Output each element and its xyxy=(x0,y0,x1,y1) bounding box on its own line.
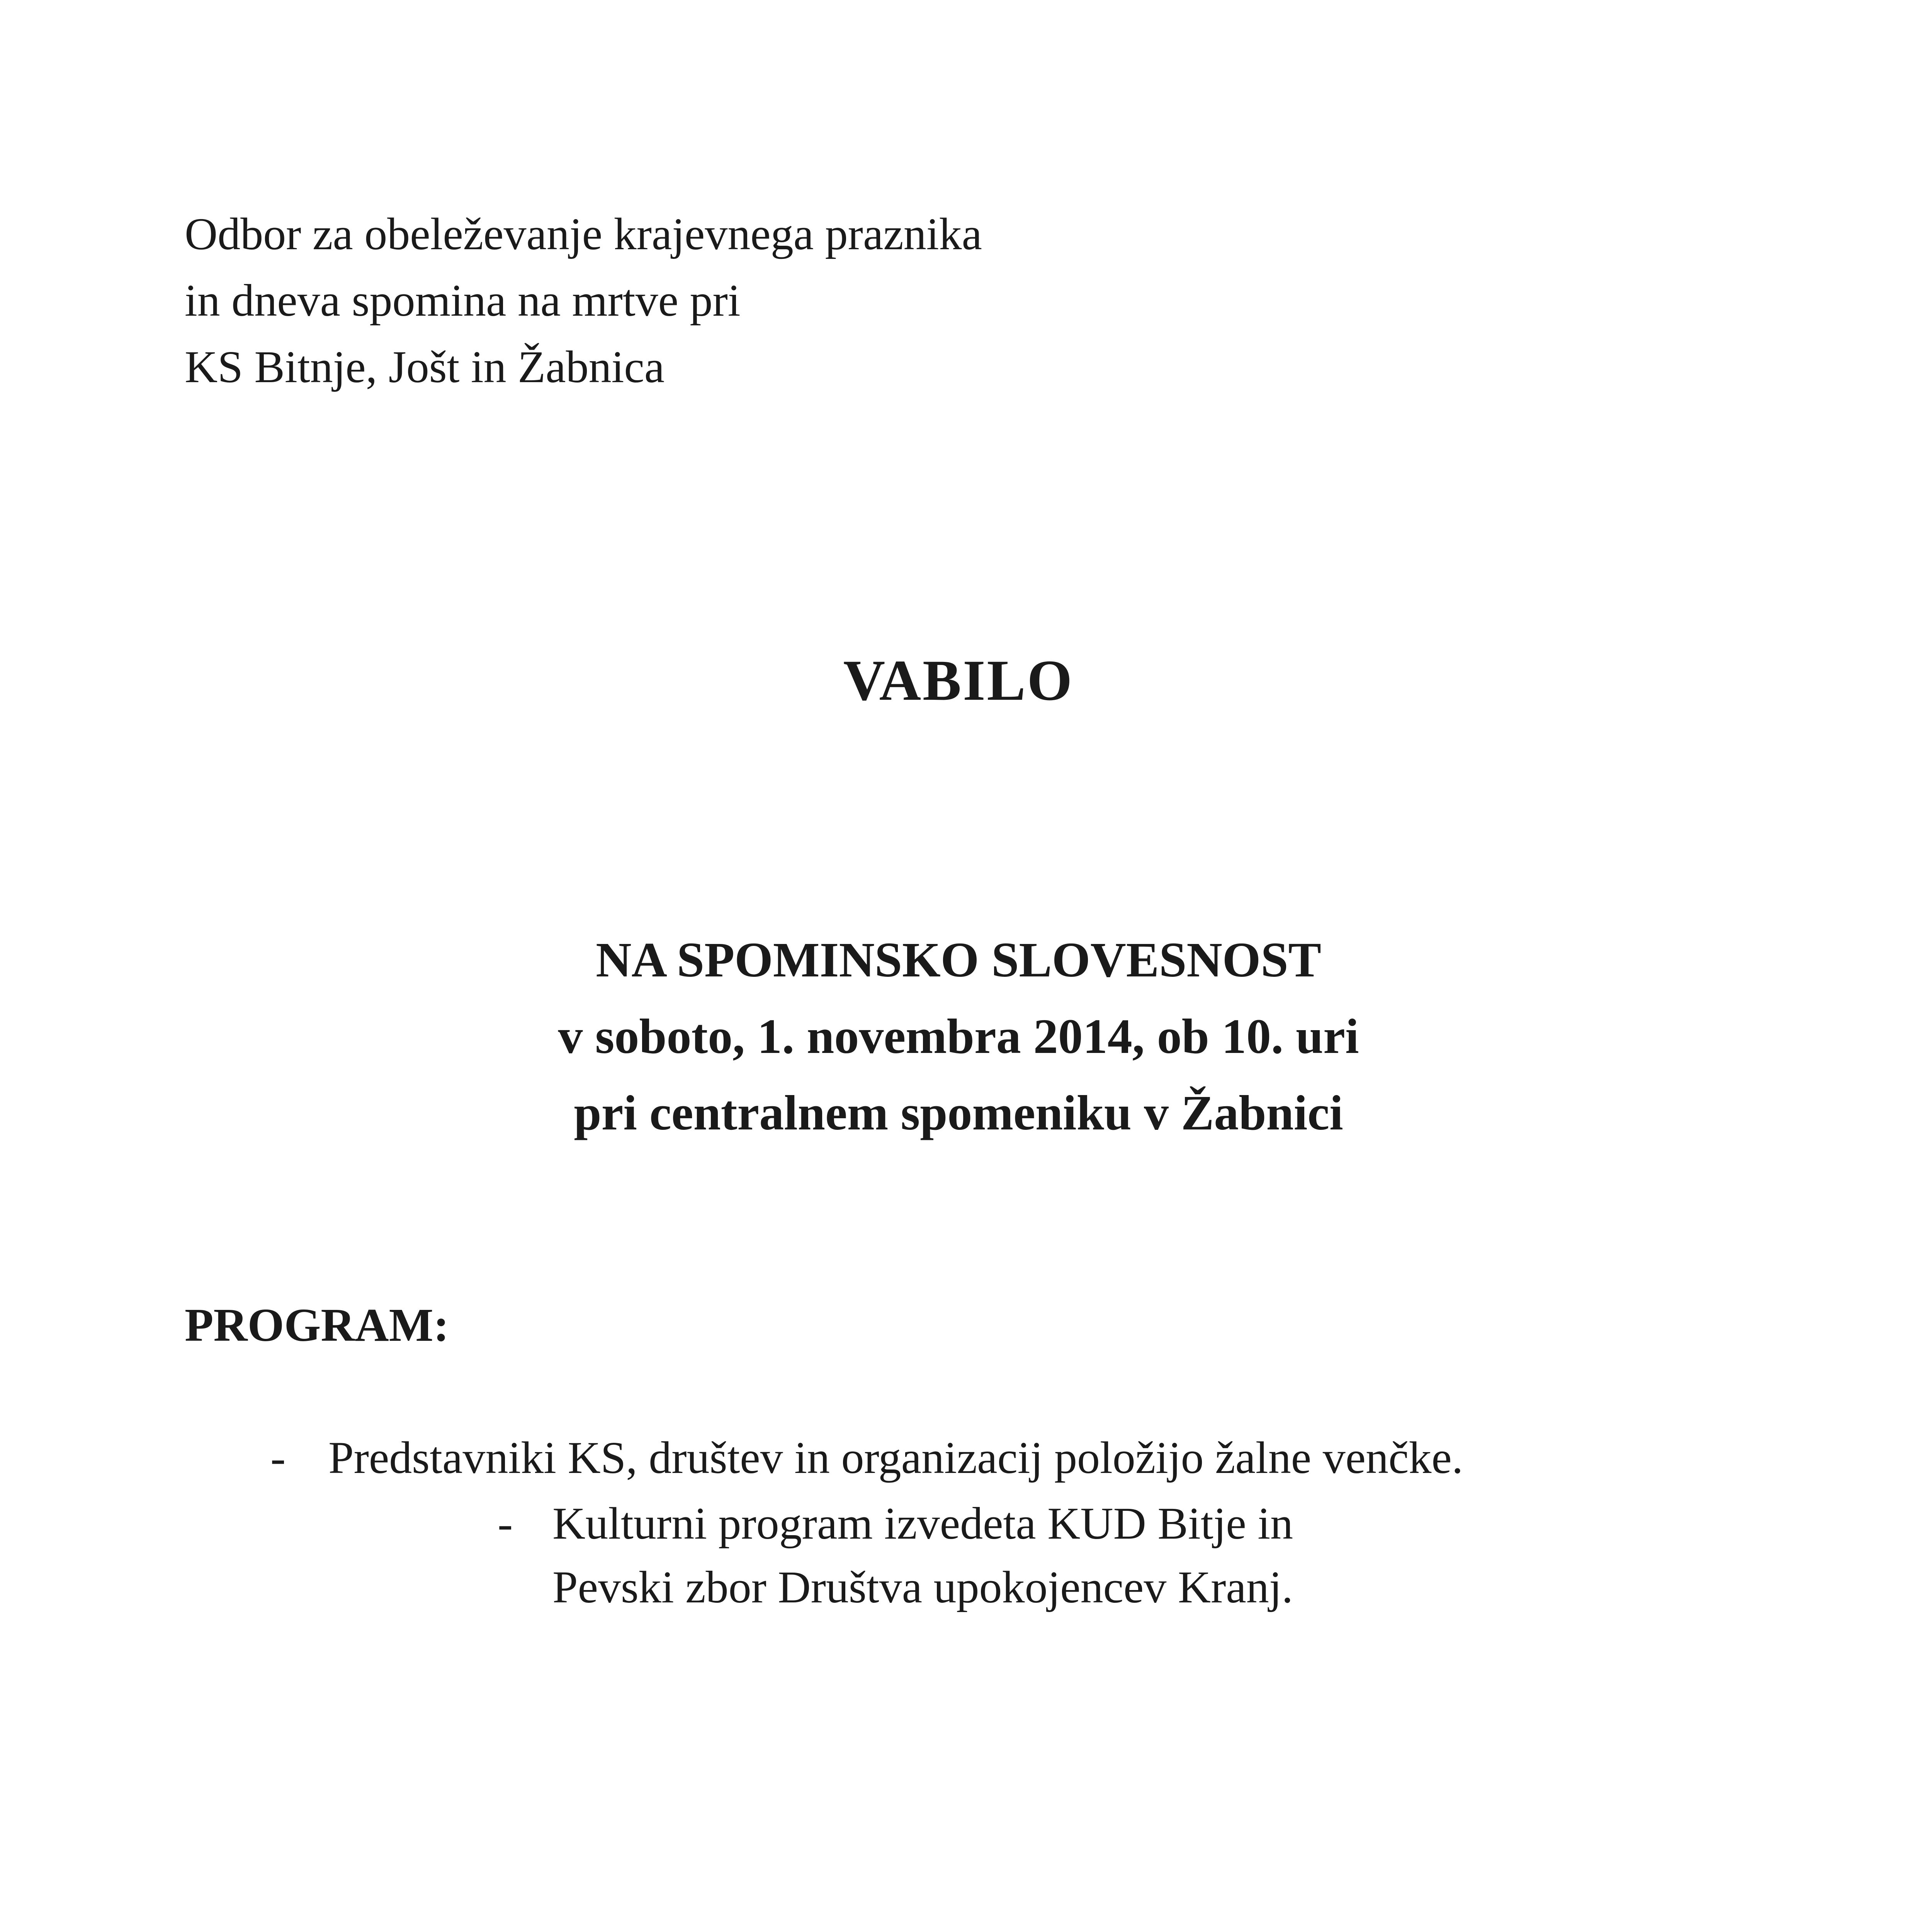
document-title: VABILO xyxy=(843,648,1074,713)
event-subject xyxy=(0,922,1917,1151)
program-item-1: Predstavniki KS, društev in organizacij položijo žalne venčke. xyxy=(328,1432,1463,1483)
subject-line-1: NA SPOMINSKO SLOVESNOST xyxy=(596,932,1321,987)
organization-line-2: in dneva spomina na mrtve pri xyxy=(185,275,741,326)
organization-line-1: Odbor za obeleževanje krajevnega praznika xyxy=(185,209,982,259)
organization-line-3: KS Bitnje, Jošt in Žabnica xyxy=(185,342,665,392)
program-item-2-line-1: Kulturni program izvedeta KUD Bitje in xyxy=(552,1498,1293,1549)
organization-block xyxy=(185,201,982,400)
program-item-2-line-2: Pevski zbor Društva upokojencev Kranj. xyxy=(552,1562,1293,1612)
subject-line-2: v soboto, 1. novembra 2014, ob 10. uri xyxy=(558,1009,1359,1064)
program-heading: PROGRAM: xyxy=(185,1299,449,1351)
program-item-1-bullet: - xyxy=(270,1432,286,1483)
subject-line-3: pri centralnem spomeniku v Žabnici xyxy=(574,1085,1343,1140)
program-item-2-bullet: - xyxy=(498,1498,513,1549)
